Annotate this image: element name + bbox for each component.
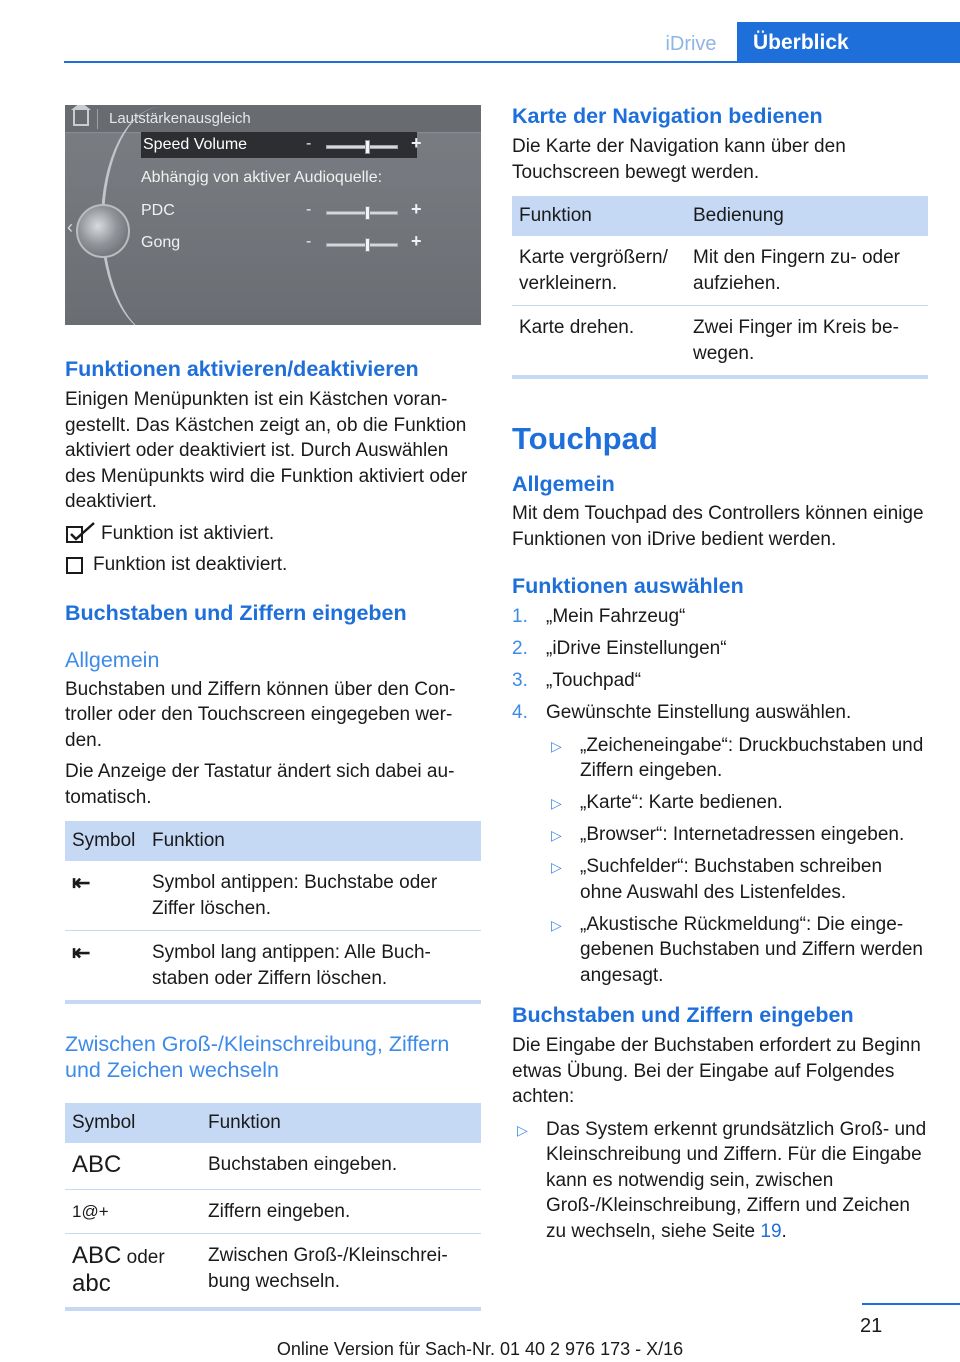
screen-row-audio-source: Abhängig von aktiver Audioquelle: [141, 169, 383, 186]
paragraph-letters-1: Buchstaben und Ziffern können über den Controller oder den Touchscreen eingegeben werden. [65, 678, 456, 751]
checked-box-icon [65, 522, 97, 544]
minus-sign: - [306, 201, 312, 218]
speed-volume-knob [365, 140, 370, 154]
header-section: iDrive [665, 33, 717, 55]
right-column [512, 103, 928, 1251]
left-column [65, 105, 481, 1311]
triangle-bullet-icon: ▷ [517, 1121, 528, 1138]
list-item: ▷ „Zeicheneingabe“: Druckbuchstaben und Ziffern eingeben. [551, 734, 924, 781]
backspace-icon: ⇤ [72, 940, 89, 965]
minus-sign: - [306, 135, 312, 152]
list-item: 1. „Mein Fahrzeug“ [512, 606, 686, 627]
paragraph-activate: Einigen Menüpunkten ist ein Kästchen vorangestellt. Das Kästchen zeigt an, ob die Funktion aktiviert oder deaktiviert ist. Durch Auswählen des Menüpunkts wird die Funktion aktiviert oder deaktiviert. [65, 389, 468, 512]
table-map-gestures [512, 196, 928, 379]
home-icon [73, 110, 89, 126]
heading-switch-case: Zwischen Groß-/Kleinschreibung, Ziffern und Zeichen wechseln [65, 1032, 450, 1082]
footer-rule [862, 1303, 960, 1305]
minus-sign: - [306, 233, 312, 250]
screen-row-speed-volume: Speed Volume [141, 132, 417, 158]
table-header: Symbol [65, 821, 145, 861]
legend-checked [65, 521, 481, 547]
table-row [65, 1143, 481, 1189]
table-cell: Zwischen Groß-/Kleinschreibung wechseln. [208, 1245, 448, 1292]
table-cell: Buchstaben eingeben. [201, 1143, 481, 1189]
pdc-slider [326, 211, 398, 215]
triangle-bullet-icon: ▷ [551, 827, 562, 843]
table-cell: Ziffern eingeben. [201, 1189, 481, 1234]
table-cell: Karte vergrößern/ verkleinern. [512, 236, 686, 306]
gong-slider [326, 243, 398, 247]
page-number: 21 [860, 1315, 883, 1337]
pdc-knob [365, 206, 370, 220]
table-row [512, 306, 928, 376]
table-cell: Symbol lang antippen: Alle Buchstaben oder Ziffern löschen. [152, 942, 431, 989]
list-item: 2. „iDrive Einstellungen“ [512, 638, 727, 659]
table-row [65, 1234, 481, 1308]
or-text: oder [126, 1247, 165, 1268]
speed-volume-slider [326, 145, 398, 149]
numbers-symbols-icon: 1@+ [72, 1201, 109, 1221]
heading-select-functions: Funktionen auswählen [512, 574, 744, 598]
plus-sign: + [411, 133, 422, 153]
legend-checked-text: Funktion ist aktiviert. [101, 522, 275, 544]
unchecked-box-icon [65, 554, 87, 576]
back-arrow-icon: ‹ [67, 217, 73, 237]
triangle-bullet-icon: ▷ [551, 916, 562, 933]
screen-row-gong: Gong [141, 234, 181, 251]
list-item: ▷ Das System erkennt grundsätzlich Groß- und Kleinschreibung und Ziffern. Für die Eingabe kann es notwendig sein, zwischen Groß-/Kleinschreibung, Ziffern und Zeichen zu wechseln, siehe Seite 19. [517, 1118, 927, 1242]
table-row [65, 861, 481, 931]
page-link[interactable]: 19 [760, 1220, 782, 1242]
table-cell: Zwei Finger im Kreis bewegen. [693, 317, 899, 364]
list-item: ▷ „Suchfelder“: Buchstaben schreiben ohne Auswahl des Listenfeldes. [551, 856, 883, 903]
heading-map: Karte der Navigation bedienen [512, 104, 823, 128]
list-item: ▷ „Karte“: Karte bedienen. [546, 790, 928, 816]
list-item: ▷ „Browser“: Internetadressen eingeben. [546, 822, 928, 848]
table-cell: Karte drehen. [519, 317, 635, 338]
uppercase-abc-icon: ABC [72, 1151, 122, 1178]
footer-version-text: Online Version für Sach-Nr. 01 40 2 976 173 - X/16 [276, 1339, 684, 1359]
heading-touchpad-letters: Buchstaben und Ziffern eingeben [512, 1003, 854, 1027]
heading-activate: Funktionen aktivieren/deaktivieren [65, 357, 419, 381]
heading-letters: Buchstaben und Ziffern eingeben [65, 600, 407, 625]
table-header: Funktion [201, 1103, 481, 1143]
header-chapter-tab: Überblick [737, 22, 960, 62]
triangle-bullet-icon: ▷ [551, 795, 562, 811]
list-item: 4. Gewünschte Einstellung auswählen. ▷ „Zeicheneingabe“: Druckbuchstaben und Ziffern eingeben. ▷ „Karte“: Karte bedienen. ▷ „Browser“: Internetadressen eingeben. ▷ „Suchfelder“: Buchstaben schreiben ohne Auswahl des Listenfeldes. ▷ „Akustische Rückmeldung“: Die eingegebenen Buchstaben und Ziffern werden angesagt. [512, 700, 928, 988]
plus-sign: + [411, 199, 422, 219]
table-header: Funktion [145, 821, 481, 861]
screen-title: Lautstärkenausgleich [109, 110, 251, 127]
table-header: Funktion [512, 196, 686, 236]
list-item: ▷ „Akustische Rückmeldung“: Die eingegebenen Buchstaben und Ziffern werden angesagt. [551, 913, 923, 986]
screen-row-pdc: PDC [141, 202, 175, 219]
options-list [546, 733, 928, 989]
header-rule [64, 61, 960, 63]
table-row [65, 931, 481, 1001]
table-row [65, 1189, 481, 1234]
subheading-general: Allgemein [65, 647, 160, 672]
heading-touchpad: Touchpad [512, 421, 658, 456]
list-item: 3. „Touchpad“ [512, 670, 642, 691]
uppercase-abc-icon: ABC [72, 1242, 122, 1269]
steps-list [512, 604, 928, 988]
lowercase-abc-icon: abc [72, 1269, 111, 1297]
plus-sign: + [411, 231, 422, 251]
gong-knob [365, 238, 370, 252]
backspace-icon: ⇤ [72, 870, 89, 895]
table-cell: Mit den Fingern zu- oder aufziehen. [686, 236, 928, 306]
table-header: Bedienung [686, 196, 928, 236]
table-delete-symbols [65, 821, 481, 1004]
paragraph-touchpad: Mit dem Touchpad des Controllers können einige Funktionen von iDrive bedient werden. [512, 503, 924, 550]
legend-unchecked [65, 552, 481, 578]
idrive-screenshot [65, 105, 481, 325]
subheading-touchpad-general: Allgemein [512, 472, 615, 496]
paragraph-touchpad-letters: Die Eingabe der Buchstaben erfordert zu Beginn etwas Übung. Bei der Eingabe auf Folgendes achten: [512, 1035, 921, 1107]
triangle-bullet-icon: ▷ [551, 859, 562, 875]
table-row [512, 236, 928, 306]
triangle-bullet-icon: ▷ [551, 737, 562, 754]
paragraph-map: Die Karte der Navigation kann über den Touchscreen bewegt werden. [512, 136, 846, 183]
controller-knob-icon [76, 204, 130, 258]
table-cell: Symbol antippen: Buchstabe oder Ziffer löschen. [145, 861, 481, 931]
paragraph-letters-2: Die Anzeige der Tastatur ändert sich dabei automatisch. [65, 761, 455, 808]
legend-unchecked-text: Funktion ist deaktiviert. [93, 554, 288, 575]
table-switch-symbols [65, 1103, 481, 1311]
note-list [512, 1117, 928, 1245]
table-header: Symbol [65, 1103, 201, 1143]
